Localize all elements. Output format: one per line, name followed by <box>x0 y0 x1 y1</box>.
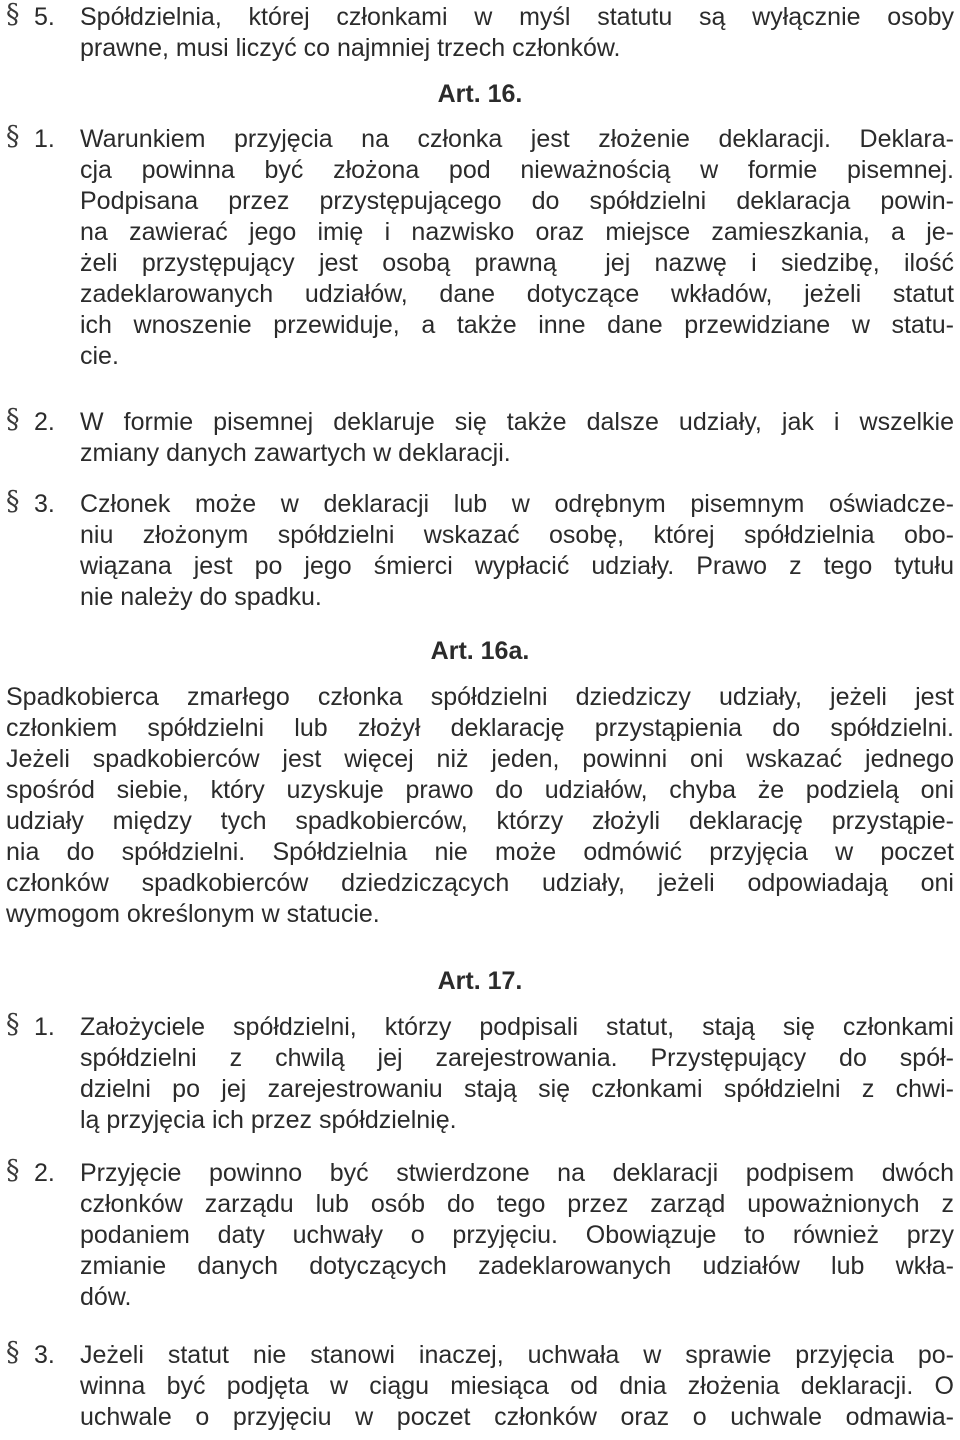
text-line: Członek może w deklaracji lub w odrębnym pisemnym oświadcze- <box>80 490 954 518</box>
paragraph-number: 2. <box>34 1159 55 1187</box>
text-line: Przyjęcie powinno być stwierdzone na deklaracji podpisem dwóch <box>80 1159 954 1187</box>
paragraph-16-2 <box>6 404 954 469</box>
text-line: Spółdzielnia, której członkami w myśl statutu są wyłącznie osoby <box>80 3 954 31</box>
article-heading: Art. 16. <box>437 80 523 108</box>
paragraph-17-1 <box>6 1009 954 1136</box>
text-line: uchwale o przyjęciu w poczet członków oraz o uchwale odmawia- <box>80 1403 954 1431</box>
paragraph-text <box>80 1012 954 1136</box>
text-line: Jeżeli statut nie stanowi inaczej, uchwała w sprawie przyjęcia po- <box>80 1341 954 1369</box>
text-line: W formie pisemnej deklaruje się także dalsze udziały, jak i wszelkie <box>80 408 954 436</box>
text-line: członków zarządu lub osób do tego przez zarząd upoważnionych z <box>80 1190 954 1218</box>
text-line: cja powinna być złożona pod nieważnością w formie pisemnej. <box>80 156 954 184</box>
text-line: Założyciele spółdzielni, którzy podpisali statut, stają się członkami <box>80 1013 954 1041</box>
paragraph-number: 3. <box>34 490 55 518</box>
text-line: prawne, musi liczyć co najmniej trzech członków. <box>80 34 621 62</box>
paragraph-text <box>80 2 954 64</box>
section-symbol: § <box>6 1155 20 1186</box>
section-symbol: § <box>6 1337 20 1368</box>
text-line: Spadkobierca zmarłego członka spółdzielni dziedziczy udziały, jeżeli jest <box>6 683 954 711</box>
section-symbol: § <box>6 0 20 30</box>
text-line: wymogom określonym w statucie. <box>6 900 380 928</box>
text-line: cie. <box>80 342 119 370</box>
text-line: dów. <box>80 1283 132 1311</box>
paragraph-16-1 <box>6 121 954 372</box>
paragraph-number: 2. <box>34 408 55 436</box>
paragraph-number: 5. <box>34 3 55 31</box>
section-symbol: § <box>6 121 20 152</box>
text-line: ich wnoszenie przewiduje, a także inne dane przewidziane w statu- <box>80 311 954 339</box>
article-heading: Art. 16a. <box>430 637 530 665</box>
text-line: na zawierać jego imię i nazwisko oraz miejsce zamieszkania, a je- <box>80 218 954 246</box>
paragraph-text <box>80 124 954 372</box>
text-line: zadeklarowanych udziałów, dane dotyczące wkładów, jeżeli statut <box>80 280 954 308</box>
text-line: Jeżeli spadkobierców jest więcej niż jeden, powinni oni wskazać jednego <box>6 745 954 773</box>
section-symbol: § <box>6 404 20 435</box>
text-line: lą przyjęcia ich przez spółdzielnię. <box>80 1106 457 1134</box>
article-16a-text <box>6 682 954 930</box>
text-line: zmianie danych dotyczących zadeklarowanych udziałów lub wkła- <box>80 1252 954 1280</box>
paragraph-17-2 <box>6 1155 954 1313</box>
text-line: Podpisana przez przystępującego do spółdzielni deklaracja powin- <box>80 187 954 215</box>
text-line: podaniem daty uchwały o przyjęciu. Obowiązuje to również przy <box>80 1221 954 1249</box>
text-line: winna być podjęta w ciągu miesiąca od dnia złożenia deklaracji. O <box>80 1372 954 1400</box>
paragraph-5 <box>6 2 954 64</box>
text-line: spośród siebie, który uzyskuje prawo do udziałów, chyba że podzielą oni <box>6 776 954 804</box>
text-line: członków spadkobierców dziedziczących udziały, jeżeli odpowiadają oni <box>6 869 954 897</box>
section-symbol: § <box>6 1009 20 1040</box>
paragraph-text <box>80 489 954 613</box>
text-line: niu złożonym spółdzielni wskazać osobę, której spółdzielnia obo- <box>80 521 954 549</box>
paragraph-number: 3. <box>34 1341 55 1369</box>
paragraph-text <box>80 1340 954 1433</box>
paragraph-17-3 <box>6 1337 954 1433</box>
text-line: żeli przystępujący jest osobą prawną jej nazwę i siedzibę, ilość <box>80 249 954 277</box>
text-line: udziały między tych spadkobierców, którzy złożyli deklarację przystąpie- <box>6 807 954 835</box>
text-line: zmiany danych zawartych w deklaracji. <box>80 439 511 467</box>
text-line: Warunkiem przyjęcia na członka jest złożenie deklaracji. Deklara- <box>80 125 954 153</box>
paragraph-16-3 <box>6 486 954 613</box>
paragraph-text <box>80 1158 954 1313</box>
article-heading: Art. 17. <box>437 967 523 995</box>
text-line: nie należy do spadku. <box>80 583 322 611</box>
section-symbol: § <box>6 486 20 517</box>
paragraph-text <box>80 407 954 469</box>
text-line: członkiem spółdzielni lub złożył deklarację przystąpienia do spółdzielni. <box>6 714 954 742</box>
text-line: wiązana jest po jego śmierci wypłacić udziały. Prawo z tego tytułu <box>80 552 954 580</box>
text-line: nia do spółdzielni. Spółdzielnia nie może odmówić przyjęcia w poczet <box>6 838 954 866</box>
paragraph-number: 1. <box>34 125 55 153</box>
paragraph-number: 1. <box>34 1013 55 1041</box>
text-line: dzielni po jej zarejestrowaniu stają się członkami spółdzielni z chwi- <box>80 1075 954 1103</box>
text-line: spółdzielni z chwilą jej zarejestrowania. Przystępujący do spół- <box>80 1044 954 1072</box>
